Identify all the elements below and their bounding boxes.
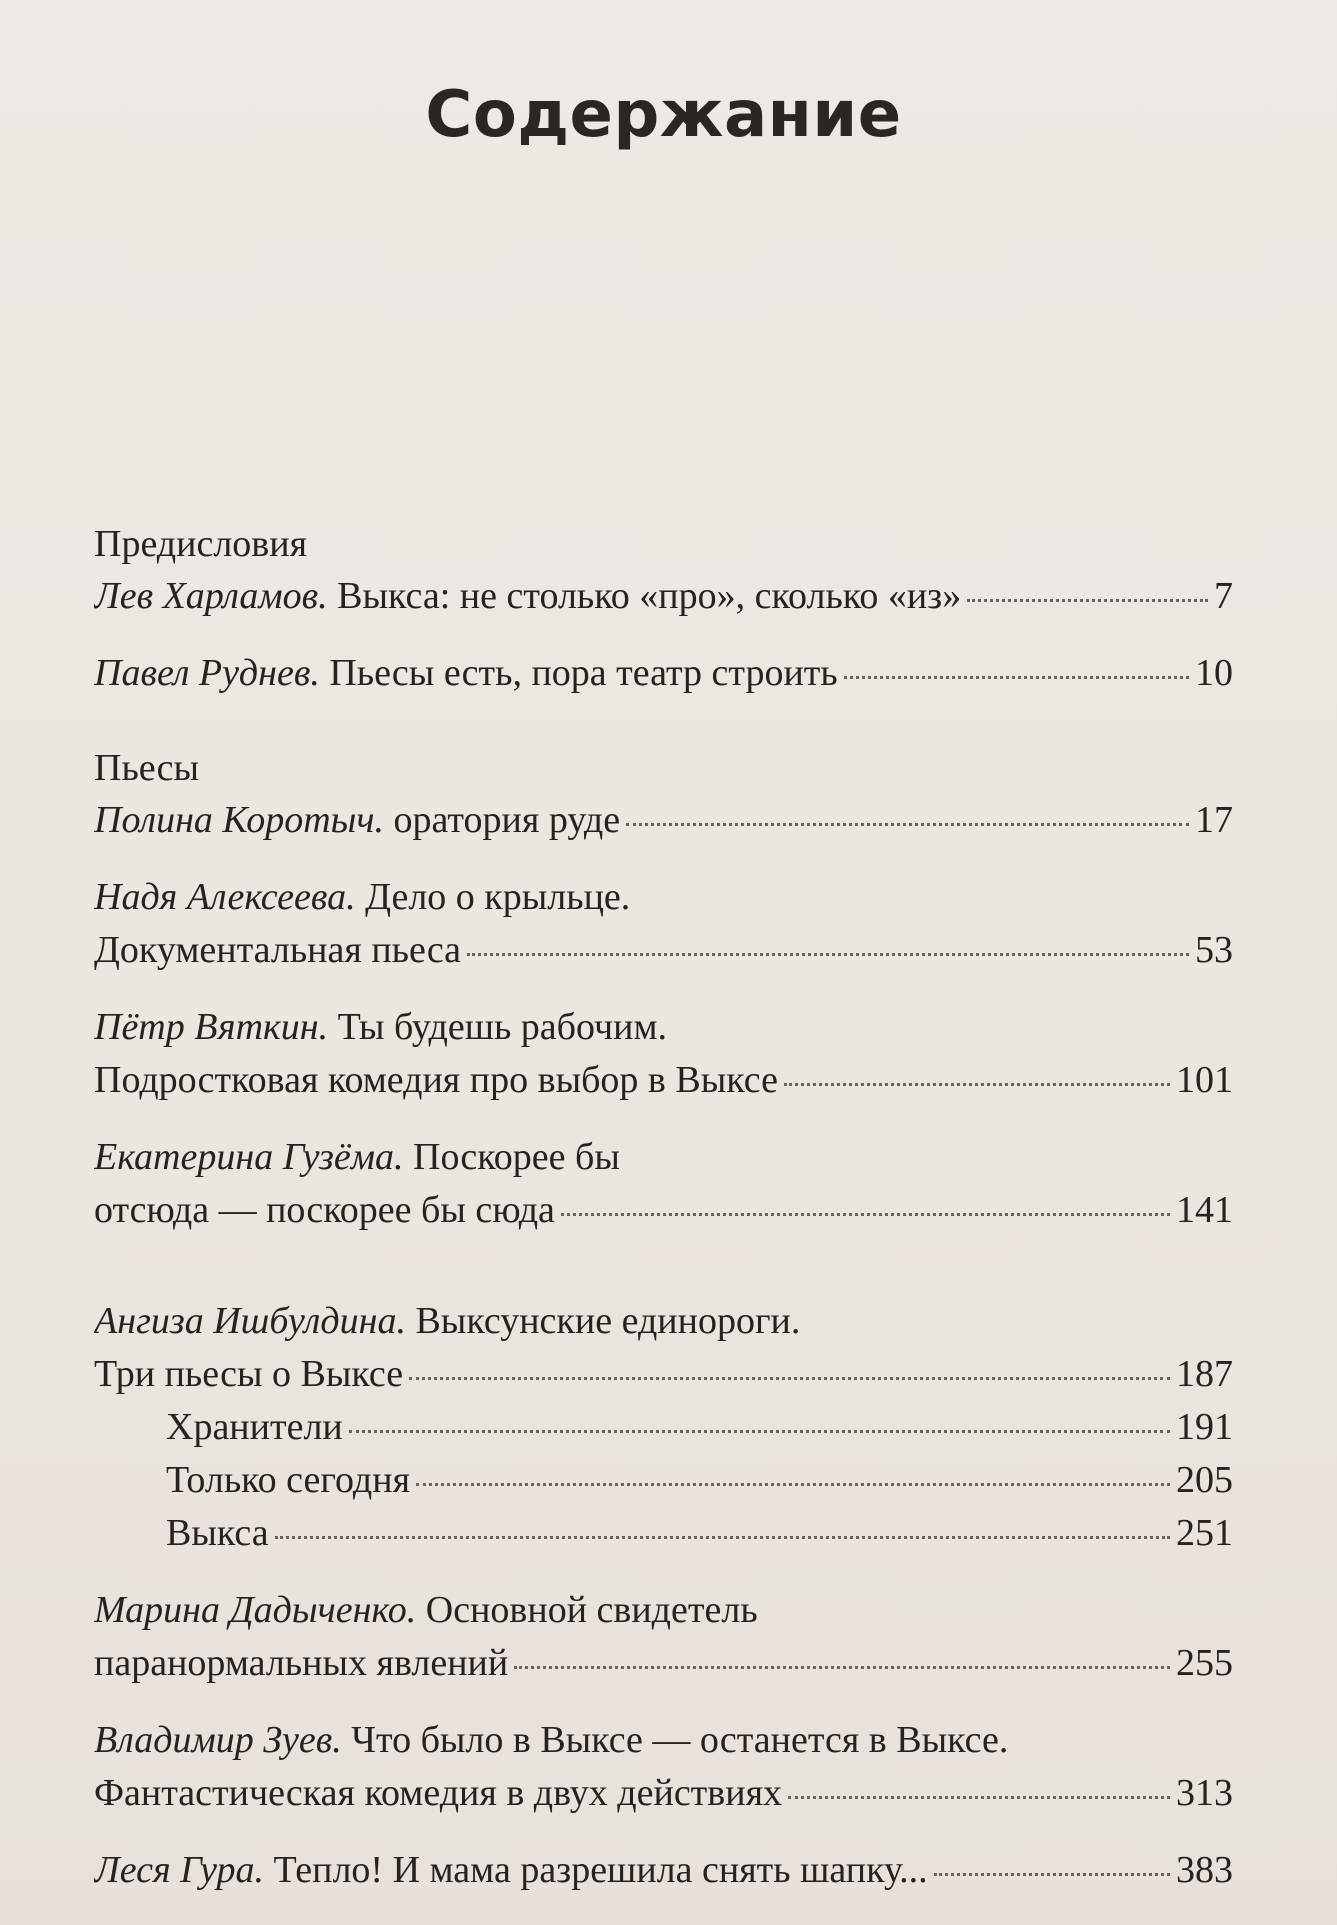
entry-title-continued: Подростковая комедия про выбор в Выксе bbox=[94, 1059, 778, 1101]
entry-title: Что было в Выксе — останется в Выксе. bbox=[341, 1719, 1009, 1761]
entry-title-continued: отсюда — поскорее бы сюда bbox=[94, 1189, 555, 1231]
dot-leader bbox=[349, 1430, 1170, 1433]
entry-page-number: 7 bbox=[1214, 575, 1233, 617]
entry-title: Тепло! И мама разрешила снять шапку... bbox=[263, 1849, 928, 1891]
dot-leader bbox=[467, 953, 1189, 956]
section-heading-plays: Пьесы bbox=[94, 747, 199, 789]
dot-leader bbox=[416, 1483, 1170, 1486]
dot-leader bbox=[514, 1666, 1170, 1669]
entry-page-number: 101 bbox=[1176, 1059, 1233, 1101]
subentry-title: Выкса bbox=[166, 1512, 269, 1554]
dot-leader bbox=[626, 823, 1189, 826]
table-of-contents bbox=[94, 518, 1233, 1897]
entry-title: оратория руде bbox=[384, 799, 621, 841]
entry-title-continued: паранормальных явлений bbox=[94, 1642, 509, 1684]
toc-entry[interactable] bbox=[94, 871, 1233, 977]
toc-entry[interactable] bbox=[94, 1714, 1233, 1820]
dot-leader bbox=[784, 1083, 1170, 1086]
entry-title: Ты будешь рабочим. bbox=[328, 1006, 668, 1048]
toc-subentry[interactable] bbox=[94, 1454, 1233, 1507]
entry-page-number: 141 bbox=[1176, 1189, 1233, 1231]
toc-entry[interactable] bbox=[94, 1295, 1233, 1560]
subentry-page-number: 205 bbox=[1176, 1459, 1233, 1501]
subentry-title: Только сегодня bbox=[166, 1459, 411, 1501]
entry-author: Пётр Вяткин. bbox=[94, 1006, 329, 1048]
dot-leader bbox=[967, 599, 1208, 602]
entry-title-continued: Документальная пьеса bbox=[94, 929, 462, 971]
dot-leader bbox=[788, 1796, 1170, 1799]
entry-title-continued: Три пьесы о Выксе bbox=[94, 1353, 404, 1395]
toc-entry[interactable] bbox=[94, 1584, 1233, 1690]
toc-entry[interactable] bbox=[94, 1001, 1233, 1107]
entry-page-number: 10 bbox=[1195, 652, 1233, 694]
entry-author: Владимир Зуев. bbox=[94, 1719, 342, 1761]
entry-title: Выкса: не столько «про», сколько «из» bbox=[327, 575, 962, 617]
entry-title-continued: Фантастическая комедия в двух действиях bbox=[94, 1772, 783, 1814]
section-heading-prefaces: Предисловия bbox=[94, 523, 308, 565]
entry-page-number: 383 bbox=[1176, 1849, 1233, 1891]
toc-subentry[interactable] bbox=[94, 1507, 1233, 1560]
entry-author: Екатерина Гузёма. bbox=[94, 1136, 404, 1178]
entry-title: Дело о крыльце. bbox=[355, 876, 631, 918]
entry-author: Надя Алексеева. bbox=[94, 876, 356, 918]
dot-leader bbox=[934, 1873, 1170, 1876]
dot-leader bbox=[275, 1536, 1170, 1539]
dot-leader bbox=[409, 1377, 1170, 1380]
toc-entry[interactable] bbox=[94, 570, 1233, 623]
entry-title: Пьесы есть, пора театр строить bbox=[319, 652, 838, 694]
dot-leader bbox=[844, 676, 1189, 679]
entry-page-number: 53 bbox=[1195, 929, 1233, 971]
entry-page-number: 17 bbox=[1195, 799, 1233, 841]
page-title: Содержание bbox=[425, 78, 902, 152]
entry-page-number: 255 bbox=[1176, 1642, 1233, 1684]
entry-title: Выксунские единороги. bbox=[405, 1300, 801, 1342]
entry-author: Леся Гура. bbox=[94, 1849, 264, 1891]
dot-leader bbox=[561, 1213, 1170, 1216]
entry-page-number: 187 bbox=[1176, 1353, 1233, 1395]
entry-author: Лев Харламов. bbox=[94, 575, 328, 617]
entry-page-number: 313 bbox=[1176, 1772, 1233, 1814]
toc-entry[interactable] bbox=[94, 794, 1233, 847]
subentry-page-number: 251 bbox=[1176, 1512, 1233, 1554]
entry-author: Ангиза Ишбулдина. bbox=[94, 1300, 406, 1342]
toc-subentry[interactable] bbox=[94, 1401, 1233, 1454]
subentry-page-number: 191 bbox=[1176, 1406, 1233, 1448]
entry-title: Основной свидетель bbox=[416, 1589, 758, 1631]
entry-author: Марина Дадыченко. bbox=[94, 1589, 417, 1631]
toc-entry[interactable] bbox=[94, 647, 1233, 700]
toc-entry[interactable] bbox=[94, 1131, 1233, 1237]
toc-entry[interactable] bbox=[94, 1844, 1233, 1897]
entry-author: Павел Руднев. bbox=[94, 652, 320, 694]
entry-author: Полина Коротыч. bbox=[94, 799, 385, 841]
subentry-title: Хранители bbox=[166, 1406, 343, 1448]
entry-title: Поскорее бы bbox=[403, 1136, 620, 1178]
